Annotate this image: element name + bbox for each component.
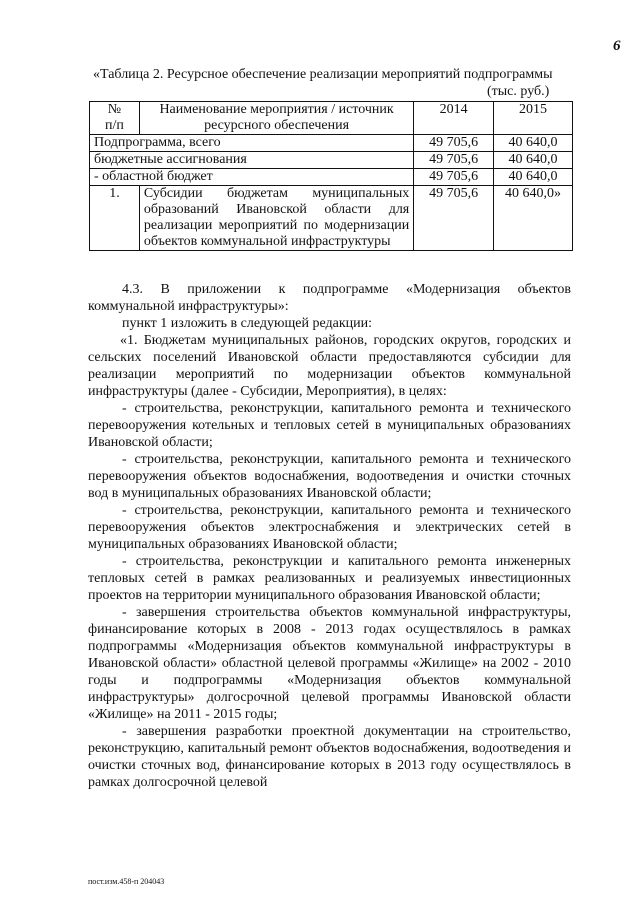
paragraph-item-1: «1. Бюджетам муниципальных районов, городских округов, городских и сельских поселений Ивановской области предоставляются субсидии для реализации мероприятий по модернизации объектов коммунальной инфраструктуры (далее - Субсидии, Мероприятия), в целях: <box>88 333 571 399</box>
paragraph-4-3: 4.3. В приложении к подпрограмме «Модернизация объектов коммунальной инфраструктуры»: <box>88 282 571 314</box>
table-units: (тыс. руб.) <box>487 84 550 99</box>
footer-code: пост.изм.458-п 204043 <box>88 877 165 886</box>
list-item: - строительства, реконструкции, капитального ремонта и технического перевооружения объектов электроснабжения и электрических сетей в муниципальных образованиях Ивановской области; <box>88 503 571 552</box>
header-name: Наименование мероприятия / источник ресурсного обеспечения <box>139 102 413 135</box>
page-number: 6 <box>613 38 621 54</box>
table-row <box>90 186 573 251</box>
row-value-2014: 49 705,6 <box>414 169 494 186</box>
row-name: Подпрограмма, всего <box>90 135 414 152</box>
resource-table <box>89 101 573 251</box>
row-value-2015: 40 640,0 <box>494 152 573 169</box>
list-item: - строительства, реконструкции, капитального ремонта и технического перевооружения котельных и тепловых сетей в муниципальных образованиях Ивановской области; <box>88 401 571 450</box>
row-value-2015: 40 640,0» <box>494 186 573 251</box>
row-value-2015: 40 640,0 <box>494 169 573 186</box>
list-item: - завершения разработки проектной документации на строительство, реконструкцию, капитальный ремонт объектов водоснабжения, водоотведения и очистки сточных вод, финансирование которых в 2013 году осуществлялось в рамках долгосрочной целевой <box>88 724 571 790</box>
table-row <box>90 169 573 186</box>
row-value-2014: 49 705,6 <box>414 152 494 169</box>
list-item: - завершения строительства объектов коммунальной инфраструктуры, финансирование которых в 2008 - 2013 годах осуществлялось в рамках подпрограммы «Модернизация объектов коммунальной инфраструктуры в Ивановской области» областной целевой программы «Жилище» на 2002 - 2010 годы и подпрограммы «Модернизация объектов коммунальной инфраструктуры» долгосрочной целевой программы Ивановской области «Жилище» на 2011 - 2015 годы; <box>88 605 571 722</box>
header-year-2014: 2014 <box>414 102 494 135</box>
row-name: - областной бюджет <box>90 169 414 186</box>
list-item: - строительства, реконструкции, капитального ремонта и технического перевооружения объектов водоснабжения, водоотведения и очистки сточных вод в муниципальных образованиях Ивановской области; <box>88 452 571 501</box>
row-value-2014: 49 705,6 <box>414 186 494 251</box>
row-number: 1. <box>90 186 140 251</box>
table-row <box>90 135 573 152</box>
document-body <box>88 281 571 791</box>
table-header-row <box>90 102 573 135</box>
table-row <box>90 152 573 169</box>
header-year-2015: 2015 <box>494 102 573 135</box>
row-value-2014: 49 705,6 <box>414 135 494 152</box>
row-name: Субсидии бюджетам муниципальных образований Ивановской области для реализации мероприятий по модернизации объектов коммунальной инфраструктуры <box>139 186 413 251</box>
header-num: № п/п <box>90 102 140 135</box>
table-title: «Таблица 2. Ресурсное обеспечение реализации мероприятий подпрограммы <box>93 67 553 82</box>
paragraph-instruction: пункт 1 изложить в следующей редакции: <box>122 316 372 331</box>
row-name: бюджетные ассигнования <box>90 152 414 169</box>
row-value-2015: 40 640,0 <box>494 135 573 152</box>
list-item: - строительства, реконструкции и капитального ремонта инженерных тепловых сетей в рамках реализованных и реализуемых инвестиционных проектов на территории муниципального образования Ивановской области; <box>88 554 571 603</box>
